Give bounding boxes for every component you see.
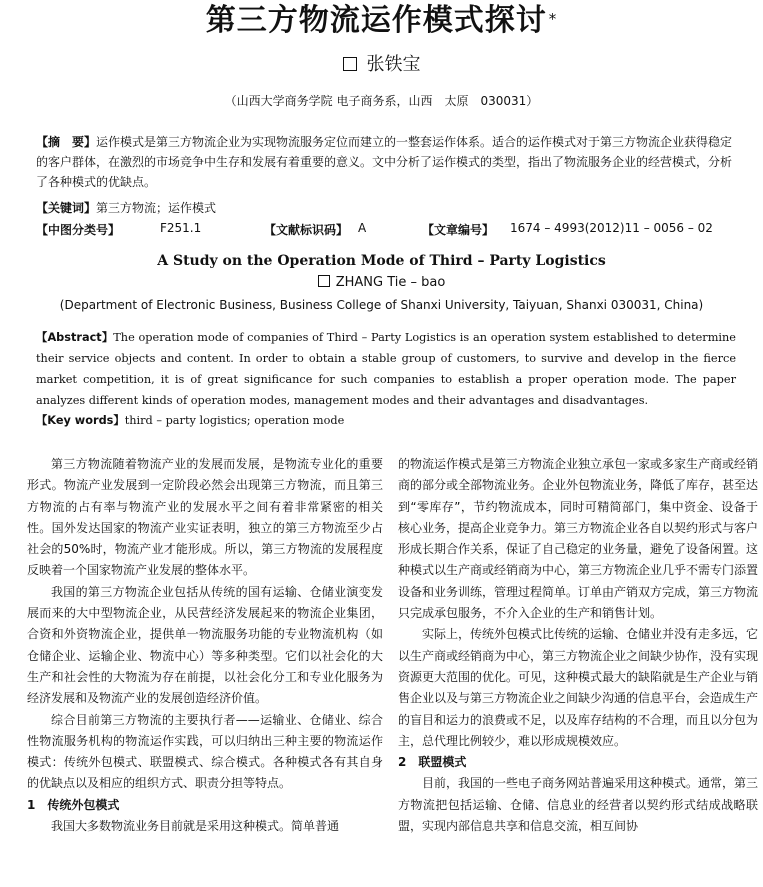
abstract-cn-text: 运作模式是第三方物流企业为实现物流服务定位而建立的一整套运作体系。适合的运作模式对于第三方物流企业获得稳定的客户群体，在激烈的市场竞争中生存和发展有着重要的意义。文中分析了运作模式的类型，指出了物流服务企业的经营模式，分析了各种模式的优缺点。 — [36, 135, 733, 189]
body-paragraph: 第三方物流随着物流产业的发展而发展，是物流专业化的重要形式。物流产业发展到一定阶段必然会出现第三方物流，而且第三方物流的占有率与物流产业的发展水平之间有着非常紧密的相关性。国外发达国家的物流产业实证表明，独立的第三方物流至少占社会的50%时，物流产业才能形成。所以，第三方物流的发展程度反映着一个国家物流产业发展的整体水平。 — [27, 457, 383, 578]
english-author-name: ZHANG Tie – bao — [335, 275, 446, 290]
keywords-cn-text: 第三方物流；运作模式 — [96, 201, 217, 215]
title-footnote-mark: * — [548, 10, 558, 28]
body-paragraph: 实际上，传统外包模式比传统的运输、仓储业并没有走多远，它以生产商或经销商为中心，第三方物流企业之间缺少协作，没有实现资源更大范围的优化。可见，这种模式最大的缺陷就是生产企业与销售企业以及与第三方物流企业之间缺少沟通的信息平台，会造成生产的盲目和运力的浪费或不足，以及库存结构的不合理，而且以分包为主，总代理比例较少，难以形成规模效应。 — [398, 627, 759, 748]
body-paragraph: 目前，我国的一些电子商务网站普遍采用这种模式。通常，第三方物流把包括运输、仓储、信息业的经营者以契约形式结成战略联盟，实现内部信息共享和信息交流，相互间协 — [398, 776, 759, 834]
clc-label: 【中图分类号】 — [36, 223, 121, 237]
classification-line — [36, 221, 736, 239]
abstract-cn-label: 【摘 要】 — [36, 135, 97, 149]
clc-value: F251.1 — [160, 221, 202, 235]
article-number-value: 1674 – 4993(2012)11 – 0056 – 02 — [510, 221, 713, 235]
doc-value: A — [358, 221, 367, 235]
section-heading-traditional-outsourcing: 1 传统外包模式 — [27, 797, 120, 812]
abstract-en-text: The operation mode of companies of Third – Party Logistics is an operation system established to determine their service objects and content. In order to obtain a stable group of customers, to survive and develop in the fierce market competition, it is of great significance for such companies to establish a proper operation mode. The paper analyzes different kinds of operation modes, management modes and their advantages and disadvantages. — [36, 331, 736, 407]
page-title — [0, 4, 763, 38]
keywords-cn — [36, 198, 736, 218]
author-name: 张铁宝 — [366, 54, 421, 75]
doc-label: 【文献标识码】 — [264, 223, 349, 237]
english-affiliation: (Department of Electronic Business, Business College of Shanxi University, Taiyuan, Shanxi 030031, China) — [59, 298, 704, 312]
body-paragraph: 的物流运作模式是第三方物流企业独立承包一家或多家生产商或经销商的部分或全部物流业务。企业外包物流业务，降低了库存，甚至达到“零库存”，节约物流成本，同时可精简部门，集中资金、设备于核心业务，提高企业竞争力。第三方物流企业各自以契约形式与客户形成长期合作关系，保证了自己稳定的业务量，避免了设备闲置。这种模式以生产商或经销商为中心，第三方物流企业几乎不需专门添置设备和业务训练，管理过程简单。订单由产销双方完成，第三方物流只完成承包服务，不介入企业的生产和销售计划。 — [398, 457, 759, 621]
english-author-line — [0, 274, 763, 292]
body-paragraph: 我国的第三方物流企业包括从传统的国有运输、仓储业演变发展而来的大中型物流企业，从民营经济发展起来的物流企业集团，合资和外资物流企业，提供单一物流服务功能的专业物流机构（如仓储企业、运输企业、物流中心）等多种类型。它们以社会化的大生产和社会性的大物流为存在前提，以社会化分工和专业化服务为经济发展和及物流产业的发展创造经济价值。 — [27, 584, 383, 706]
english-title: A Study on the Operation Mode of Third – Party Logistics — [157, 253, 606, 269]
affiliation: （山西大学商务学院 电子商务系，山西 太原 030031） — [224, 94, 539, 108]
keywords-en-label: 【Key words】 — [36, 414, 125, 427]
section-heading-alliance-mode: 2 联盟模式 — [398, 755, 467, 770]
title-text: 第三方物流运作模式探讨 — [205, 3, 547, 38]
keywords-en-text: third – party logistics; operation mode — [124, 414, 345, 427]
body-column-left — [27, 454, 383, 837]
body-paragraph: 综合目前第三方物流的主要执行者——运输业、仓储业、综合性物流服务机构的物流运作实践，可以归纳出三种主要的物流运作模式：传统外包模式、联盟模式、综合模式。各种模式各有其自身的优缺点以及相应的组织方式、职责分担等特点。 — [27, 712, 383, 791]
author-line — [0, 54, 763, 76]
abstract-en — [36, 327, 736, 411]
keywords-en — [36, 412, 736, 430]
abstract-cn — [36, 132, 736, 192]
square-box-icon — [343, 57, 357, 71]
keywords-cn-label: 【关键词】 — [36, 201, 97, 215]
article-number-label: 【文章编号】 — [422, 223, 495, 237]
body-paragraph: 我国大多数物流业务目前就是采用这种模式。简单普通 — [51, 819, 340, 834]
body-column-right — [398, 454, 758, 837]
abstract-en-label: 【Abstract】 — [36, 331, 114, 344]
square-box-icon — [318, 275, 330, 287]
